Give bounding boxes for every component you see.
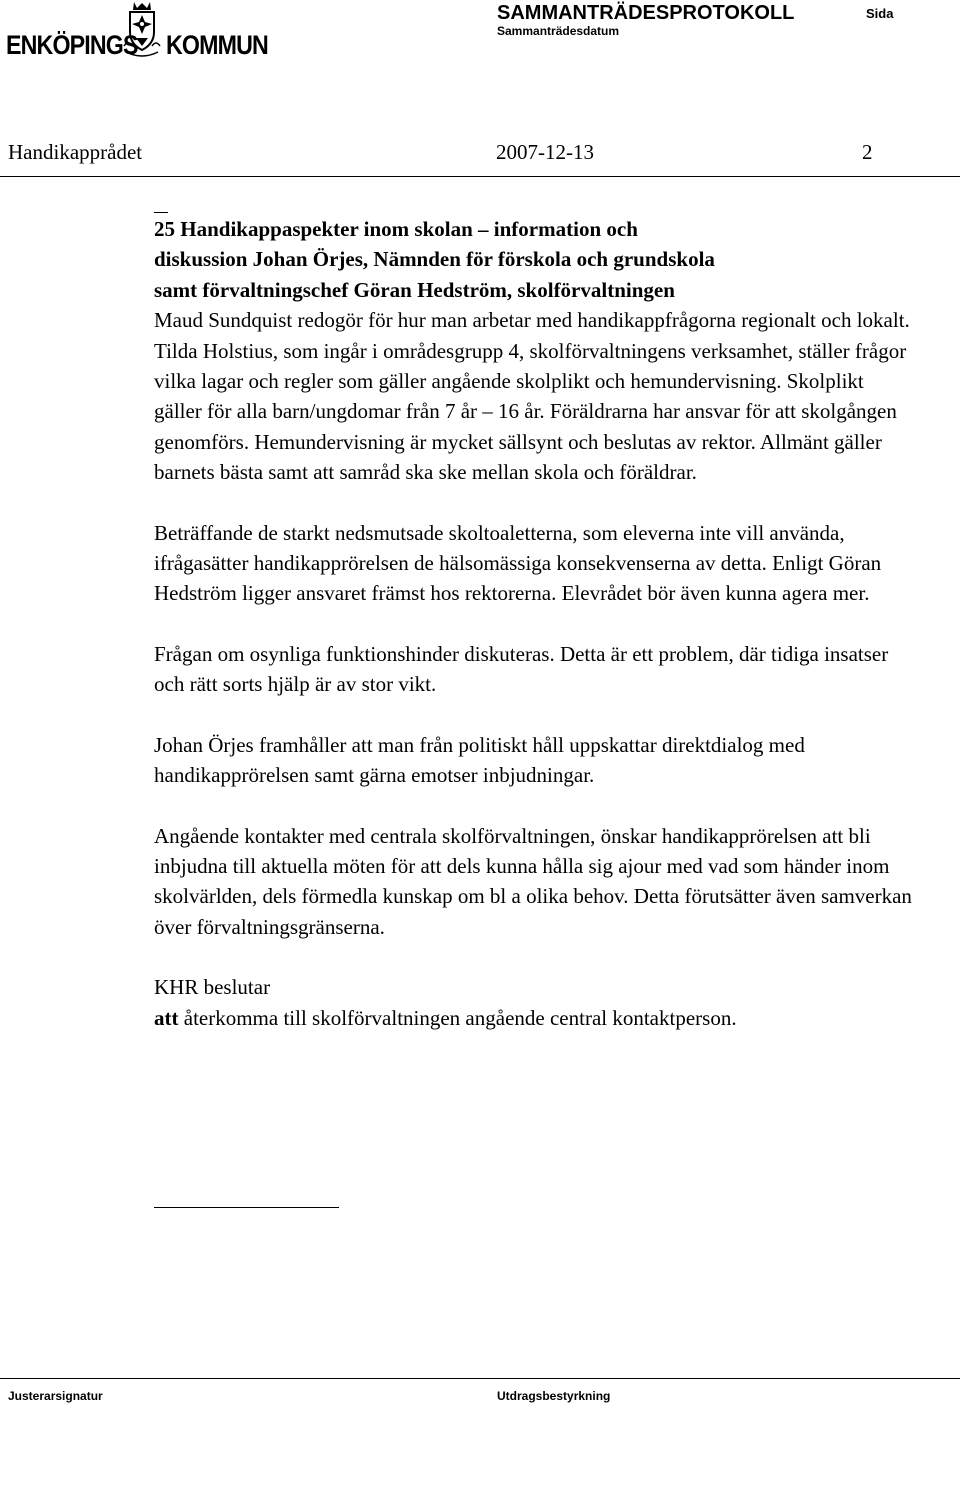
adjuster-signature-label: Justerarsignatur: [8, 1389, 103, 1403]
paragraph: Frågan om osynliga funktionshinder diskuteras. Detta är ett problem, där tidiga insatser och rätt sorts hjälp är av stor vikt.: [154, 641, 889, 697]
decision-label: KHR beslutar: [154, 975, 271, 1000]
organ-name: Handikapprådet: [8, 140, 143, 164]
signature-line: [154, 1207, 339, 1208]
agenda-item-heading: [154, 214, 914, 305]
protocol-title: SAMMANTRÄDESPROTOKOLL: [497, 2, 795, 24]
paragraph: Beträffande de starkt nedsmutsade skoltoaletterna, som eleverna inte vill använda, ifrågasätter handikapprörelsen de hälsomässiga konsekvenserna av detta. Enligt Göran Hedström ligger ansvaret främst hos rektorerna. Elevrådet bör även kunna agera mer.: [154, 520, 882, 606]
coat-of-arms-icon: [122, 0, 162, 62]
agenda-item: [154, 214, 914, 1033]
paragraph: Angående kontakter med centrala skolförvaltningen, önskar handikapprörelsen att bli inbjudna till aktuella möten för att dels kunna hålla sig ajour med vad som händer inom skolvärlden, dels förmedla kunskap om bl a olika behov. Detta förutsätter även samverkan över förvaltningsgränserna.: [154, 823, 912, 939]
logo-text-left: ENKÖPINGS: [6, 30, 138, 60]
logo-text-right: KOMMUN: [166, 30, 268, 60]
heading-line: samt förvaltningschef Göran Hedström, skolförvaltningen: [154, 277, 675, 302]
footer-divider: [0, 1378, 960, 1379]
header-divider: [0, 176, 960, 177]
page-label: Sida: [866, 6, 894, 21]
heading-line: 25 Handikappaspekter inom skolan – information och: [154, 217, 638, 241]
decision: [154, 1003, 914, 1033]
section-marker: [154, 212, 168, 213]
paragraph: Johan Örjes framhåller att man från politiskt håll uppskattar direktdialog med handikapprörelsen samt gärna emotser inbjudningar.: [154, 732, 805, 788]
decision-text: återkomma till skolförvaltningen angående central kontaktperson.: [178, 1005, 737, 1030]
meeting-date-label: Sammanträdesdatum: [497, 24, 620, 38]
meeting-date: 2007-12-13: [496, 140, 594, 164]
paragraph: Maud Sundquist redogör för hur man arbetar med handikappfrågorna regionalt och lokalt. Tilda Holstius, som ingår i områdesgrupp 4, skolförvaltningens verksamhet, ställer frågor vilka lagar och regler som gäller angående skolplikt och hemundervisning. Skolplikt gäller för alla barn/ungdomar från 7 år – 16 år. Föräldrarna har ansvar för att skolgången genomförs. Hemundervisning är mycket sällsynt och beslutas av rektor. Allmänt gäller barnets bästa samt att samråd ska ske mellan skola och föräldrar.: [154, 308, 910, 485]
municipality-logo: [6, 0, 271, 70]
heading-line: diskussion Johan Örjes, Nämnden för förskola och grundskola: [154, 247, 715, 272]
page-number: 2: [862, 140, 873, 164]
extract-certification-label: Utdragsbestyrkning: [497, 1389, 611, 1403]
decision-att: att: [154, 1005, 179, 1030]
